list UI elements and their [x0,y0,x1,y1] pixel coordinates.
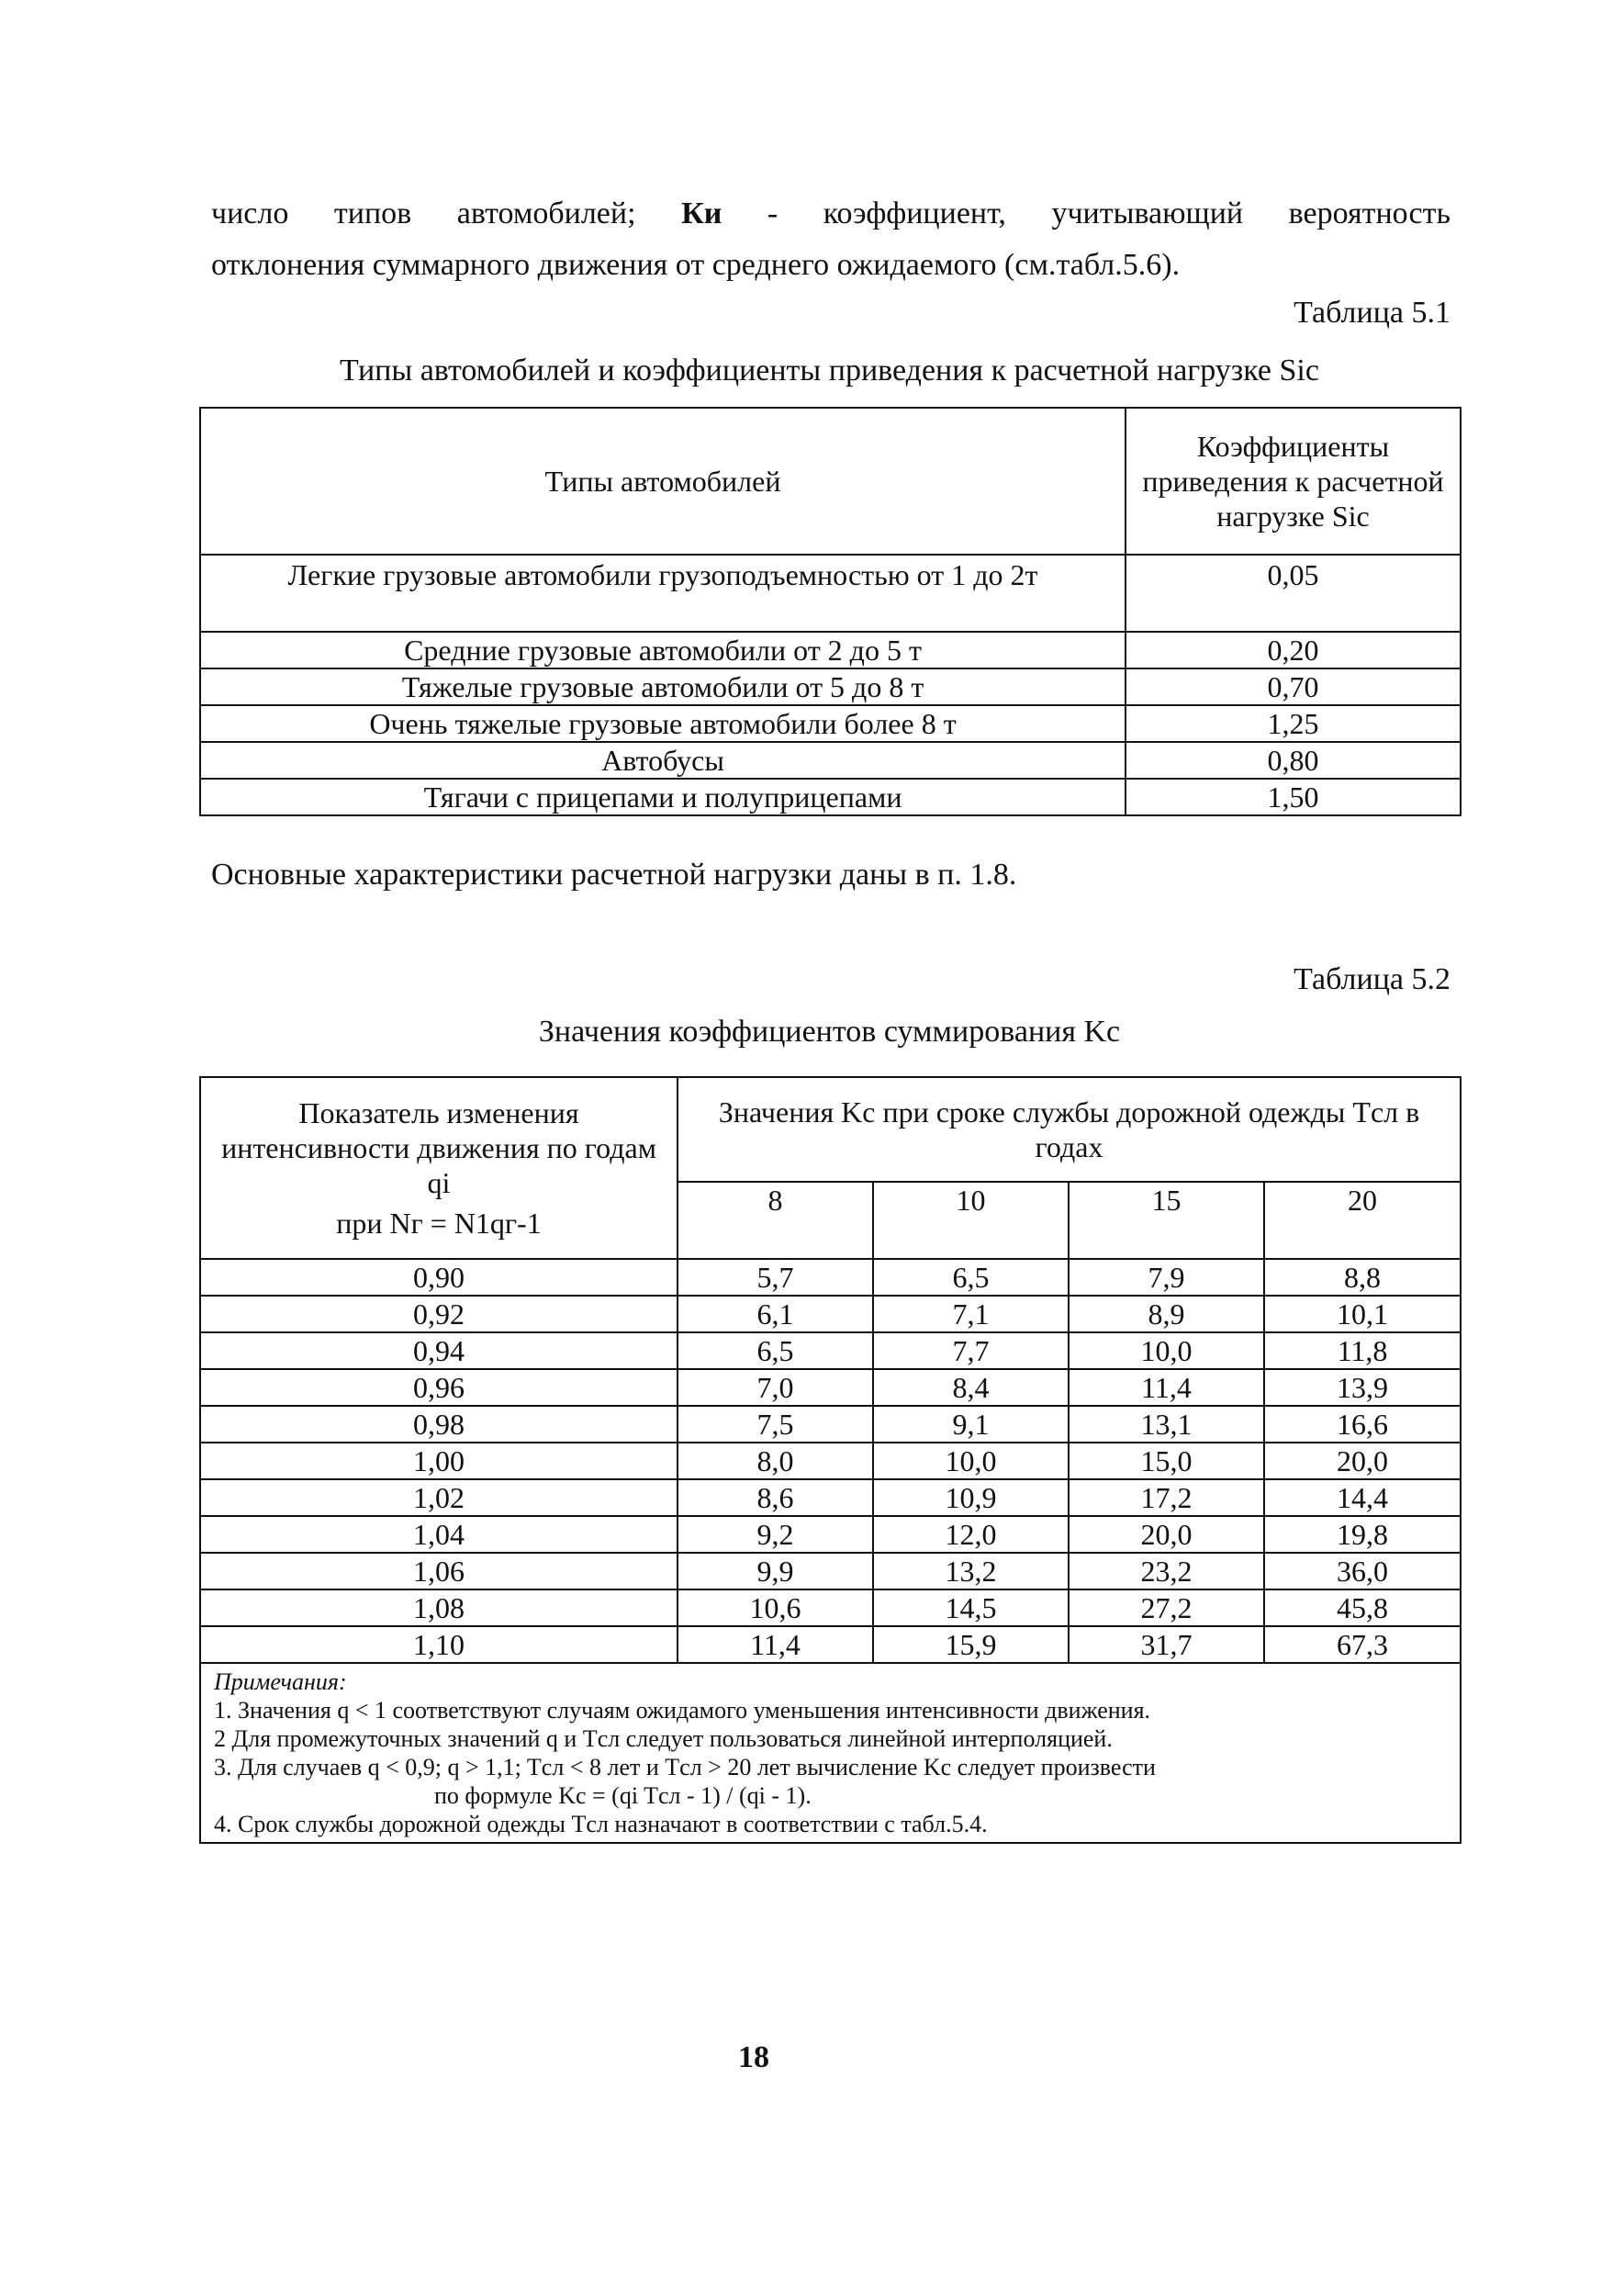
table2-cell-value: 31,7 [1069,1626,1264,1663]
table2-cell-q: 0,94 [200,1332,678,1369]
table1-cell-type: Автобусы [200,742,1126,779]
table2-cell-q: 0,90 [200,1259,678,1296]
table2-cell-value: 10,1 [1264,1296,1461,1332]
table2-cell-value: 8,4 [873,1369,1069,1406]
table2-cell-q: 1,06 [200,1553,678,1589]
table2-cell-value: 20,0 [1069,1516,1264,1553]
page-number: 18 [738,2040,769,2074]
table2-cell-value: 27,2 [1069,1589,1264,1626]
table2-cell-value: 6,5 [873,1259,1069,1296]
table2-cell-value: 10,0 [1069,1332,1264,1369]
table1-header-coef: Коэффициенты приведения к расчетной нагрузке Sic [1126,408,1461,555]
table2-cell-value: 8,6 [678,1479,873,1516]
table-summation-coefficients [199,1076,1462,1844]
note-item: 2 Для промежуточных значений q и Tсл следует пользоваться линейной интерполяцией. [214,1725,1113,1752]
table2-cell-value: 67,3 [1264,1626,1461,1663]
table2-cell-value: 23,2 [1069,1553,1264,1589]
table2-cell-value: 16,6 [1264,1406,1461,1443]
table2-cell-value: 15,9 [873,1626,1069,1663]
table2-cell-value: 6,1 [678,1296,873,1332]
table2-header-q-text: Показатель изменения интенсивности движения по годам qi [221,1096,656,1199]
table2-cell-value: 8,8 [1264,1259,1461,1296]
table2-notes [200,1663,1461,1843]
table1-cell-coef: 0,80 [1126,742,1461,779]
table2-header-year: 10 [873,1182,1069,1259]
table2-cell-value: 12,0 [873,1516,1069,1553]
table2-header-q [200,1077,678,1259]
table2-header-group: Значения Kc при сроке службы дорожной одежды Tсл в годах [678,1077,1461,1182]
table2-cell-value: 7,9 [1069,1259,1264,1296]
table1-cell-coef: 0,20 [1126,632,1461,668]
table1-cell-type: Очень тяжелые грузовые автомобили более 8 т [200,705,1126,742]
table2-cell-value: 6,5 [678,1332,873,1369]
table2-cell-q: 1,10 [200,1626,678,1663]
table2-cell-value: 5,7 [678,1259,873,1296]
table2-cell-value: 20,0 [1264,1443,1461,1479]
table2-cell-value: 7,0 [678,1369,873,1406]
table2-cell-q: 0,98 [200,1406,678,1443]
table1-cell-type: Тягачи с прицепами и полуприцепами [200,779,1126,815]
notes-heading: Примечания: [214,1668,347,1695]
table1-cell-coef: 0,70 [1126,668,1461,705]
table2-cell-value: 15,0 [1069,1443,1264,1479]
middle-paragraph: Основные характеристики расчетной нагрузки даны в п. 1.8. [211,858,1017,892]
table2-cell-value: 7,7 [873,1332,1069,1369]
intro-line-1 [211,188,1450,240]
table2-cell-value: 7,5 [678,1406,873,1443]
table1-cell-coef: 1,50 [1126,779,1461,815]
table2-header-year: 15 [1069,1182,1264,1259]
table2-cell-value: 14,4 [1264,1479,1461,1516]
table2-cell-value: 36,0 [1264,1553,1461,1589]
table2-cell-value: 11,4 [678,1626,873,1663]
intro-word: автомобилей; [456,197,636,230]
note-item: 4. Срок службы дорожной одежды Tсл назначают в соответствии с табл.5.4. [214,1811,988,1837]
table2-cell-value: 10,6 [678,1589,873,1626]
table2-cell-q: 1,02 [200,1479,678,1516]
note-item: 3. Для случаев q < 0,9; q > 1,1; Tсл < 8 лет и Tсл > 20 лет вычисление Kc следует произвести [214,1754,1156,1780]
intro-line-2: отклонения суммарного движения от среднего ожидаемого (см.табл.5.6). [211,248,1181,282]
table2-cell-value: 17,2 [1069,1479,1264,1516]
table2-cell-value: 11,8 [1264,1332,1461,1369]
intro-word: типов [333,197,412,230]
table1-label: Таблица 5.1 [1294,296,1450,330]
table-vehicle-types [199,407,1462,816]
table2-cell-q: 1,04 [200,1516,678,1553]
table1-cell-type: Тяжелые грузовые автомобили от 5 до 8 т [200,668,1126,705]
table1-header-types: Типы автомобилей [200,408,1126,555]
intro-word: - [767,197,778,230]
table2-label: Таблица 5.2 [1294,962,1450,996]
table2-title: Значения коэффициентов суммирования Kc [538,1015,1121,1049]
table2-cell-value: 13,2 [873,1553,1069,1589]
table2-cell-value: 9,9 [678,1553,873,1589]
table2-header-year: 20 [1264,1182,1461,1259]
table2-cell-q: 0,96 [200,1369,678,1406]
intro-paragraph [211,188,1450,291]
table2-cell-value: 10,9 [873,1479,1069,1516]
table2-cell-value: 8,0 [678,1443,873,1479]
intro-word: коэффициент, [823,197,1006,230]
note-item: 1. Значения q < 1 соответствуют случаям ожидамого уменьшения интенсивности движения. [214,1697,1151,1724]
table2-cell-value: 10,0 [873,1443,1069,1479]
note-item-formula: по формуле Kc = (qi Tсл - 1) / (qi - 1). [434,1782,812,1809]
table2-cell-value: 9,1 [873,1406,1069,1443]
table2-cell-value: 11,4 [1069,1369,1264,1406]
table1-cell-type: Легкие грузовые автомобили грузоподъемностью от 1 до 2т [200,555,1126,632]
table1-cell-coef: 0,05 [1126,555,1461,632]
table1-cell-coef: 1,25 [1126,705,1461,742]
table1-title: Типы автомобилей и коэффициенты приведения к расчетной нагрузке Sic [340,354,1319,387]
intro-word: число [211,197,289,230]
table2-cell-value: 45,8 [1264,1589,1461,1626]
table2-cell-value: 9,2 [678,1516,873,1553]
table2-cell-value: 7,1 [873,1296,1069,1332]
table2-cell-value: 13,9 [1264,1369,1461,1406]
table2-cell-value: 19,8 [1264,1516,1461,1553]
table2-cell-q: 0,92 [200,1296,678,1332]
table2-cell-value: 14,5 [873,1589,1069,1626]
table2-header-formula: при Nг = N1qг-1 [336,1207,542,1240]
table2-header-year: 8 [678,1182,873,1259]
table2-cell-q: 1,00 [200,1443,678,1479]
table1-cell-type: Средние грузовые автомобили от 2 до 5 т [200,632,1126,668]
intro-word: учитывающий [1051,197,1244,230]
intro-word: вероятность [1288,197,1450,230]
table2-cell-value: 8,9 [1069,1296,1264,1332]
table2-cell-value: 13,1 [1069,1406,1264,1443]
table2-cell-q: 1,08 [200,1589,678,1626]
intro-word: Ки [681,197,722,230]
